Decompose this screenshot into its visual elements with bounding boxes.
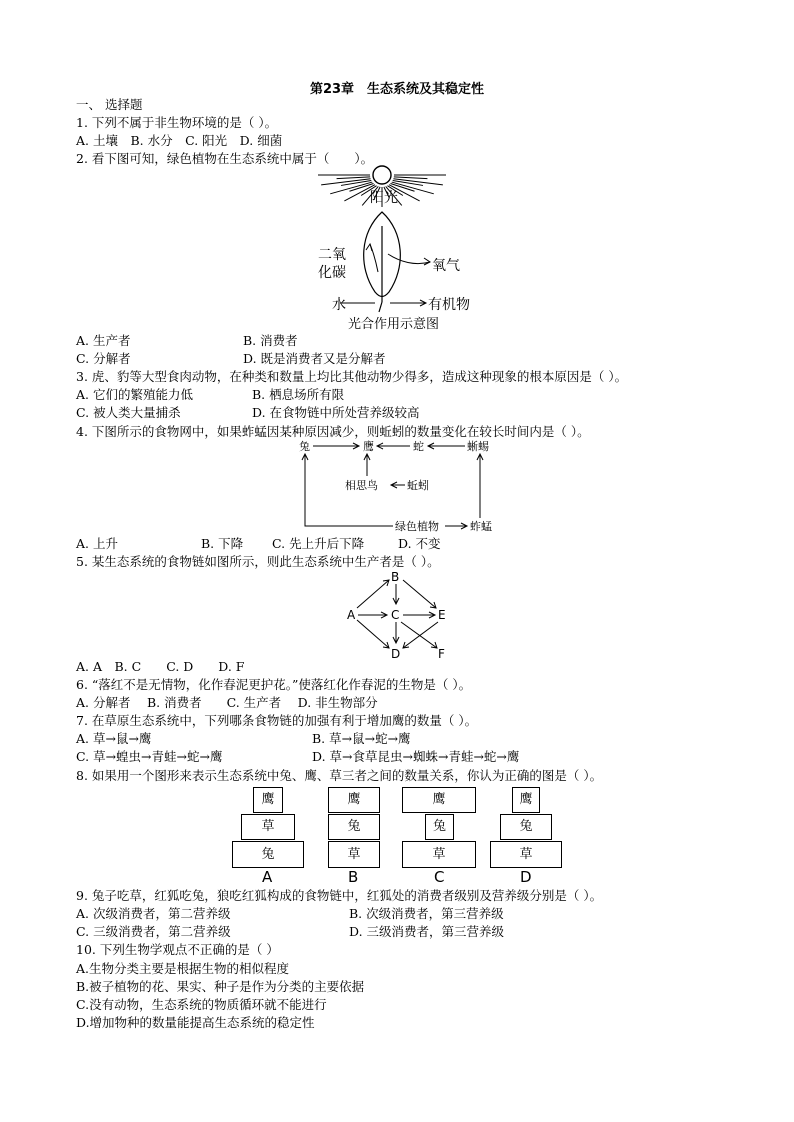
q2-option-b: B. 消费者	[243, 333, 298, 348]
pyramid-a-label: A	[262, 868, 273, 886]
photosynthesis-diagram	[300, 162, 540, 332]
q3-stem: 3. 虎、豹等大型食肉动物，在种类和数量上均比其他动物少得多，造成这种现象的根本原因是（ ）。	[76, 369, 628, 384]
q5-options: A. A B. C C. D D. F	[76, 659, 245, 674]
q10-option-b: B.被子植物的花、果实、种子是作为分类的主要依据	[76, 979, 365, 994]
q8-stem: 8. 如果用一个图形来表示生态系统中兔、鹰、草三者之间的数量关系，你认为正确的图是（ ）。	[76, 768, 603, 783]
q3-option-d: D. 在食物链中所处营养级较高	[252, 405, 420, 420]
q6-stem: 6. “落红不是无情物，化作春泥更护花。”使落红化作春泥的生物是（ ）。	[76, 677, 472, 692]
q3-option-b: B. 栖息场所有限	[252, 387, 345, 402]
q2-option-c: C. 分解者	[76, 351, 131, 366]
pyramid-c-bottom: 草	[402, 841, 476, 868]
q1-stem: 1. 下列不属于非生物环境的是（ ）。	[76, 115, 278, 130]
node-snake: 蛇	[413, 440, 424, 453]
food-web-diagram	[295, 438, 535, 533]
q4-option-b: B. 下降	[201, 536, 244, 551]
q2-stem: 2. 看下图可知，绿色植物在生态系统中属于（ ）。	[76, 151, 374, 166]
sun-label: 阳光	[370, 190, 398, 206]
leaf-icon	[364, 212, 401, 312]
pyramid-c-top: 鹰	[402, 787, 476, 813]
q2-option-a: A. 生产者	[76, 333, 131, 348]
node-earthworm: 蚯蚓	[407, 479, 429, 492]
q1-options: A. 土壤 B. 水分 C. 阳光 D. 细菌	[76, 133, 283, 148]
pyramid-d-top: 鹰	[512, 787, 540, 813]
pyramid-d-label: D	[520, 868, 532, 886]
q10-stem: 10. 下列生物学观点不正确的是（ ）	[76, 942, 279, 957]
q10-option-a: A.生物分类主要是根据生物的相似程度	[76, 961, 290, 976]
diagram-caption: 光合作用示意图	[348, 317, 440, 332]
q7-stem: 7. 在草原生态系统中，下列哪条食物链的加强有利于增加鹰的数量（ ）。	[76, 713, 478, 728]
q9-option-d: D. 三级消费者，第三营养级	[349, 924, 505, 939]
food-chain-diagram	[345, 570, 455, 662]
q9-option-c: C. 三级消费者，第二营养级	[76, 924, 231, 939]
q7-option-c: C. 草→蝗虫→青蛙→蛇→鹰	[76, 749, 223, 764]
pyramid-b-top: 鹰	[328, 787, 380, 813]
q6-options: A. 分解者 B. 消费者 C. 生产者 D. 非生物部分	[76, 695, 378, 710]
co2-label-1: 二氧	[318, 247, 346, 263]
node-b: B	[391, 570, 400, 584]
pyramid-c-label: C	[434, 868, 445, 886]
q9-option-a: A. 次级消费者，第二营养级	[76, 906, 231, 921]
node-bird: 相思鸟	[345, 479, 378, 492]
co2-label-2: 化碳	[318, 265, 346, 281]
page-title: 第23章 生态系统及其稳定性	[309, 82, 485, 97]
node-grasshopper: 蚱蜢	[470, 520, 492, 533]
oxygen-label: 氧气	[432, 258, 460, 274]
pyramid-c-middle: 兔	[425, 814, 454, 840]
q4-option-d: D. 不变	[398, 536, 441, 551]
pyramid-b-bottom: 草	[328, 841, 380, 868]
q10-option-d: D.增加物种的数量能提高生态系统的稳定性	[76, 1015, 315, 1030]
q7-option-b: B. 草→鼠→蛇→鹰	[312, 731, 411, 746]
node-rabbit: 兔	[299, 440, 310, 453]
q4-option-c: C. 先上升后下降	[272, 536, 365, 551]
pyramid-d-bottom: 草	[490, 841, 562, 868]
pyramid-a-bottom: 兔	[232, 841, 304, 868]
q2-option-d: D. 既是消费者又是分解者	[243, 351, 386, 366]
pyramid-b-label: B	[348, 868, 359, 886]
node-d: D	[391, 647, 401, 661]
q3-option-a: A. 它们的繁殖能力低	[76, 387, 193, 402]
q4-option-a: A. 上升	[76, 536, 118, 551]
q3-option-c: C. 被人类大量捕杀	[76, 405, 181, 420]
node-lizard: 蜥蜴	[467, 440, 489, 453]
node-hawk: 鹰	[363, 440, 374, 453]
node-c: C	[391, 608, 400, 622]
organic-label: 有机物	[428, 297, 470, 313]
q5-stem: 5. 某生态系统的食物链如图所示，则此生态系统中生产者是（ ）。	[76, 554, 440, 569]
node-e: E	[438, 608, 446, 622]
node-plant: 绿色植物	[395, 520, 439, 533]
pyramid-a-middle: 草	[241, 814, 295, 840]
q7-option-d: D. 草→食草昆虫→蜘蛛→青蛙→蛇→鹰	[312, 749, 520, 764]
section-heading: 一、 选择题	[76, 97, 143, 112]
water-label: 水	[332, 297, 346, 313]
pyramid-d-middle: 兔	[500, 814, 552, 840]
node-f: F	[438, 647, 445, 661]
q4-stem: 4. 下图所示的食物网中，如果蚱蜢因某种原因减少，则蚯蚓的数量变化在较长时间内是（ ）。	[76, 424, 590, 439]
pyramid-a-top: 鹰	[253, 787, 283, 813]
node-a: A	[347, 608, 356, 622]
q10-option-c: C.没有动物，生态系统的物质循环就不能进行	[76, 997, 327, 1012]
q7-option-a: A. 草→鼠→鹰	[76, 731, 152, 746]
q9-stem: 9. 兔子吃草，红狐吃兔，狼吃红狐构成的食物链中，红狐处的消费者级别及营养级分别是（ ）。	[76, 888, 603, 903]
pyramid-b-middle: 兔	[328, 814, 380, 840]
q9-option-b: B. 次级消费者，第三营养级	[349, 906, 504, 921]
